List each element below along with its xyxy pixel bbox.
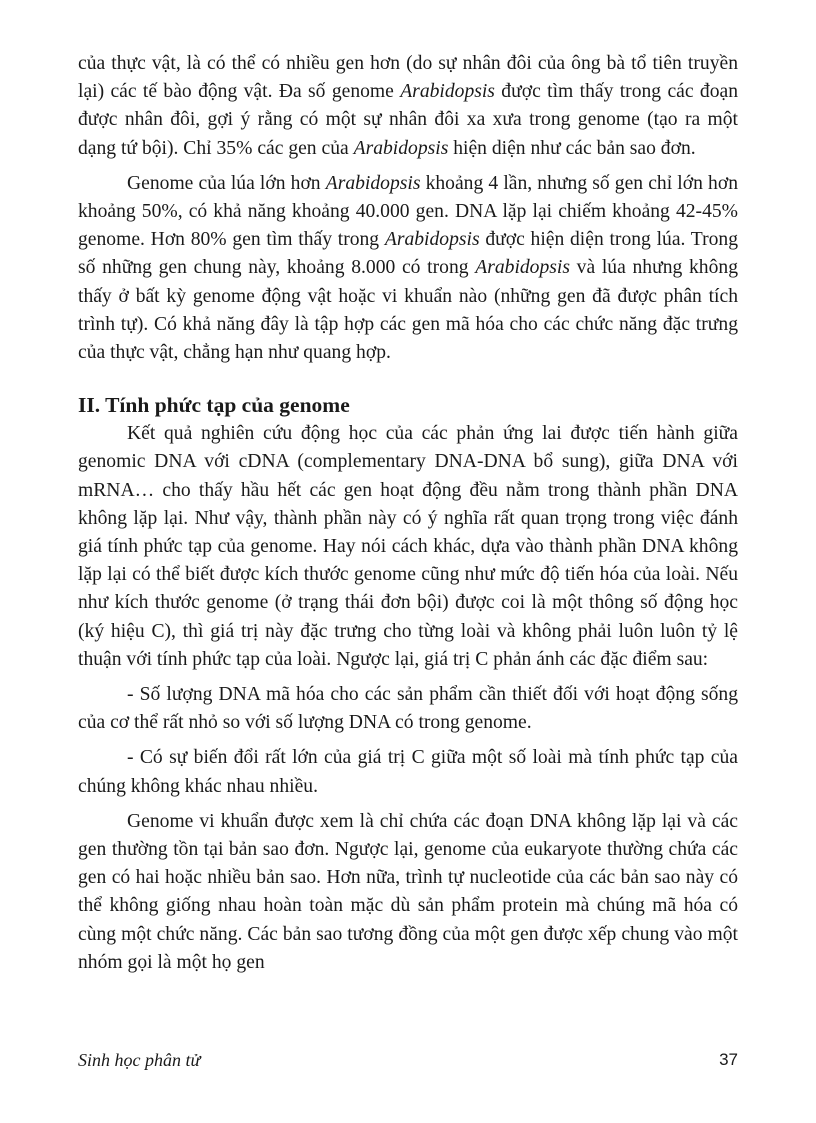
paragraph-2 (78, 170, 738, 367)
text-run: của thực vật, là có thể có nhiều gen hơn (do sự nhân đôi của ông bà tổ tiên truyền lại) các tế bào động vật. Đa số genome (78, 53, 738, 103)
paragraph-1 (78, 50, 738, 163)
paragraph-4: Genome vi khuẩn được xem là chỉ chứa các đoạn DNA không lặp lại và các gen thường tồn tại bản sao đơn. Ngược lại, genome của eukaryote thường chứa các gen có hai hoặc nhiều bản sao. Hơn nữa, trình tự nucleotide của các bản sao này có thể không giống nhau hoàn toàn mặc dù sản phẩm protein mà chúng mã hóa có cùng một chức năng. Các bản sao tương đồng của một gen được xếp chung vào một nhóm gọi là một họ gen (78, 810, 738, 973)
text-run: được hiện diện trong lúa. Trong số những gen chung này, khoảng 8.000 có trong (78, 229, 739, 279)
text-run: và lúa nhưng không thấy ở bất kỳ genome động vật hoặc vi khuẩn nào (những gen đã được phân tích trình tự). Có khả năng đây là tập hợp các gen mã hóa cho các chức năng đặc trưng của thực vật, chẳng hạn như quang hợp. (78, 257, 738, 364)
italic-term: Arabidopsis (353, 137, 449, 159)
page-footer (78, 1050, 738, 1076)
italic-term: Arabidopsis (400, 81, 495, 103)
text-run: hiện diện như các bản sao đơn. (448, 137, 696, 159)
list-item-2: - Có sự biến đổi rất lớn của giá trị C giữa một số loài mà tính phức tạp của chúng không khác nhau nhiều. (78, 747, 738, 797)
italic-term: Arabidopsis (475, 257, 570, 279)
italic-term: Arabidopsis (325, 172, 421, 194)
page-body (78, 50, 738, 977)
list-item-1: - Số lượng DNA mã hóa cho các sản phẩm cần thiết đối với hoạt động sống của cơ thể rất nhỏ so với số lượng DNA có trong genome. (78, 684, 738, 734)
text-run: khoảng 4 lần, nhưng số gen chỉ lớn hơn khoảng 50%, có khả năng khoảng 40.000 gen. DNA lặp lại chiếm khoảng 42-45% genome. Hơn 80% gen tìm thấy trong (78, 172, 738, 251)
section-heading: II. Tính phức tạp của genome (78, 393, 350, 418)
text-run: được tìm thấy trong các đoạn được nhân đôi, gợi ý rằng có một sự nhân đôi xa xưa trong genome (tạo ra một dạng tứ bội). Chỉ 35% các gen của (78, 81, 738, 159)
text-run: Genome của lúa lớn hơn (127, 172, 326, 194)
footer-book-title: Sinh học phân tử (78, 1050, 201, 1070)
italic-term: Arabidopsis (384, 229, 480, 251)
page-number: 37 (719, 1050, 738, 1069)
paragraph-3: Kết quả nghiên cứu động học của các phản ứng lai được tiến hành giữa genomic DNA với cDNA (complementary DNA-DNA bổ sung), giữa DNA với mRNA… cho thấy hầu hết các gen hoạt động đều nằm trong thành phần DNA không lặp lại. Như vậy, thành phần này có ý nghĩa rất quan trọng trong việc đánh giá tính phức tạp của genome. Hay nói cách khác, dựa vào thành phần DNA không lặp lại có thể biết được kích thước genome cũng như mức độ tiến hóa của loài. Nếu như kích thước genome (ở trạng thái đơn bội) được coi là một thông số động học (ký hiệu C), thì giá trị này đặc trưng cho từng loài và không phải luôn luôn tỷ lệ thuận với tính phức tạp của loài. Ngược lại, giá trị C phản ánh các đặc điểm sau: (78, 423, 738, 670)
